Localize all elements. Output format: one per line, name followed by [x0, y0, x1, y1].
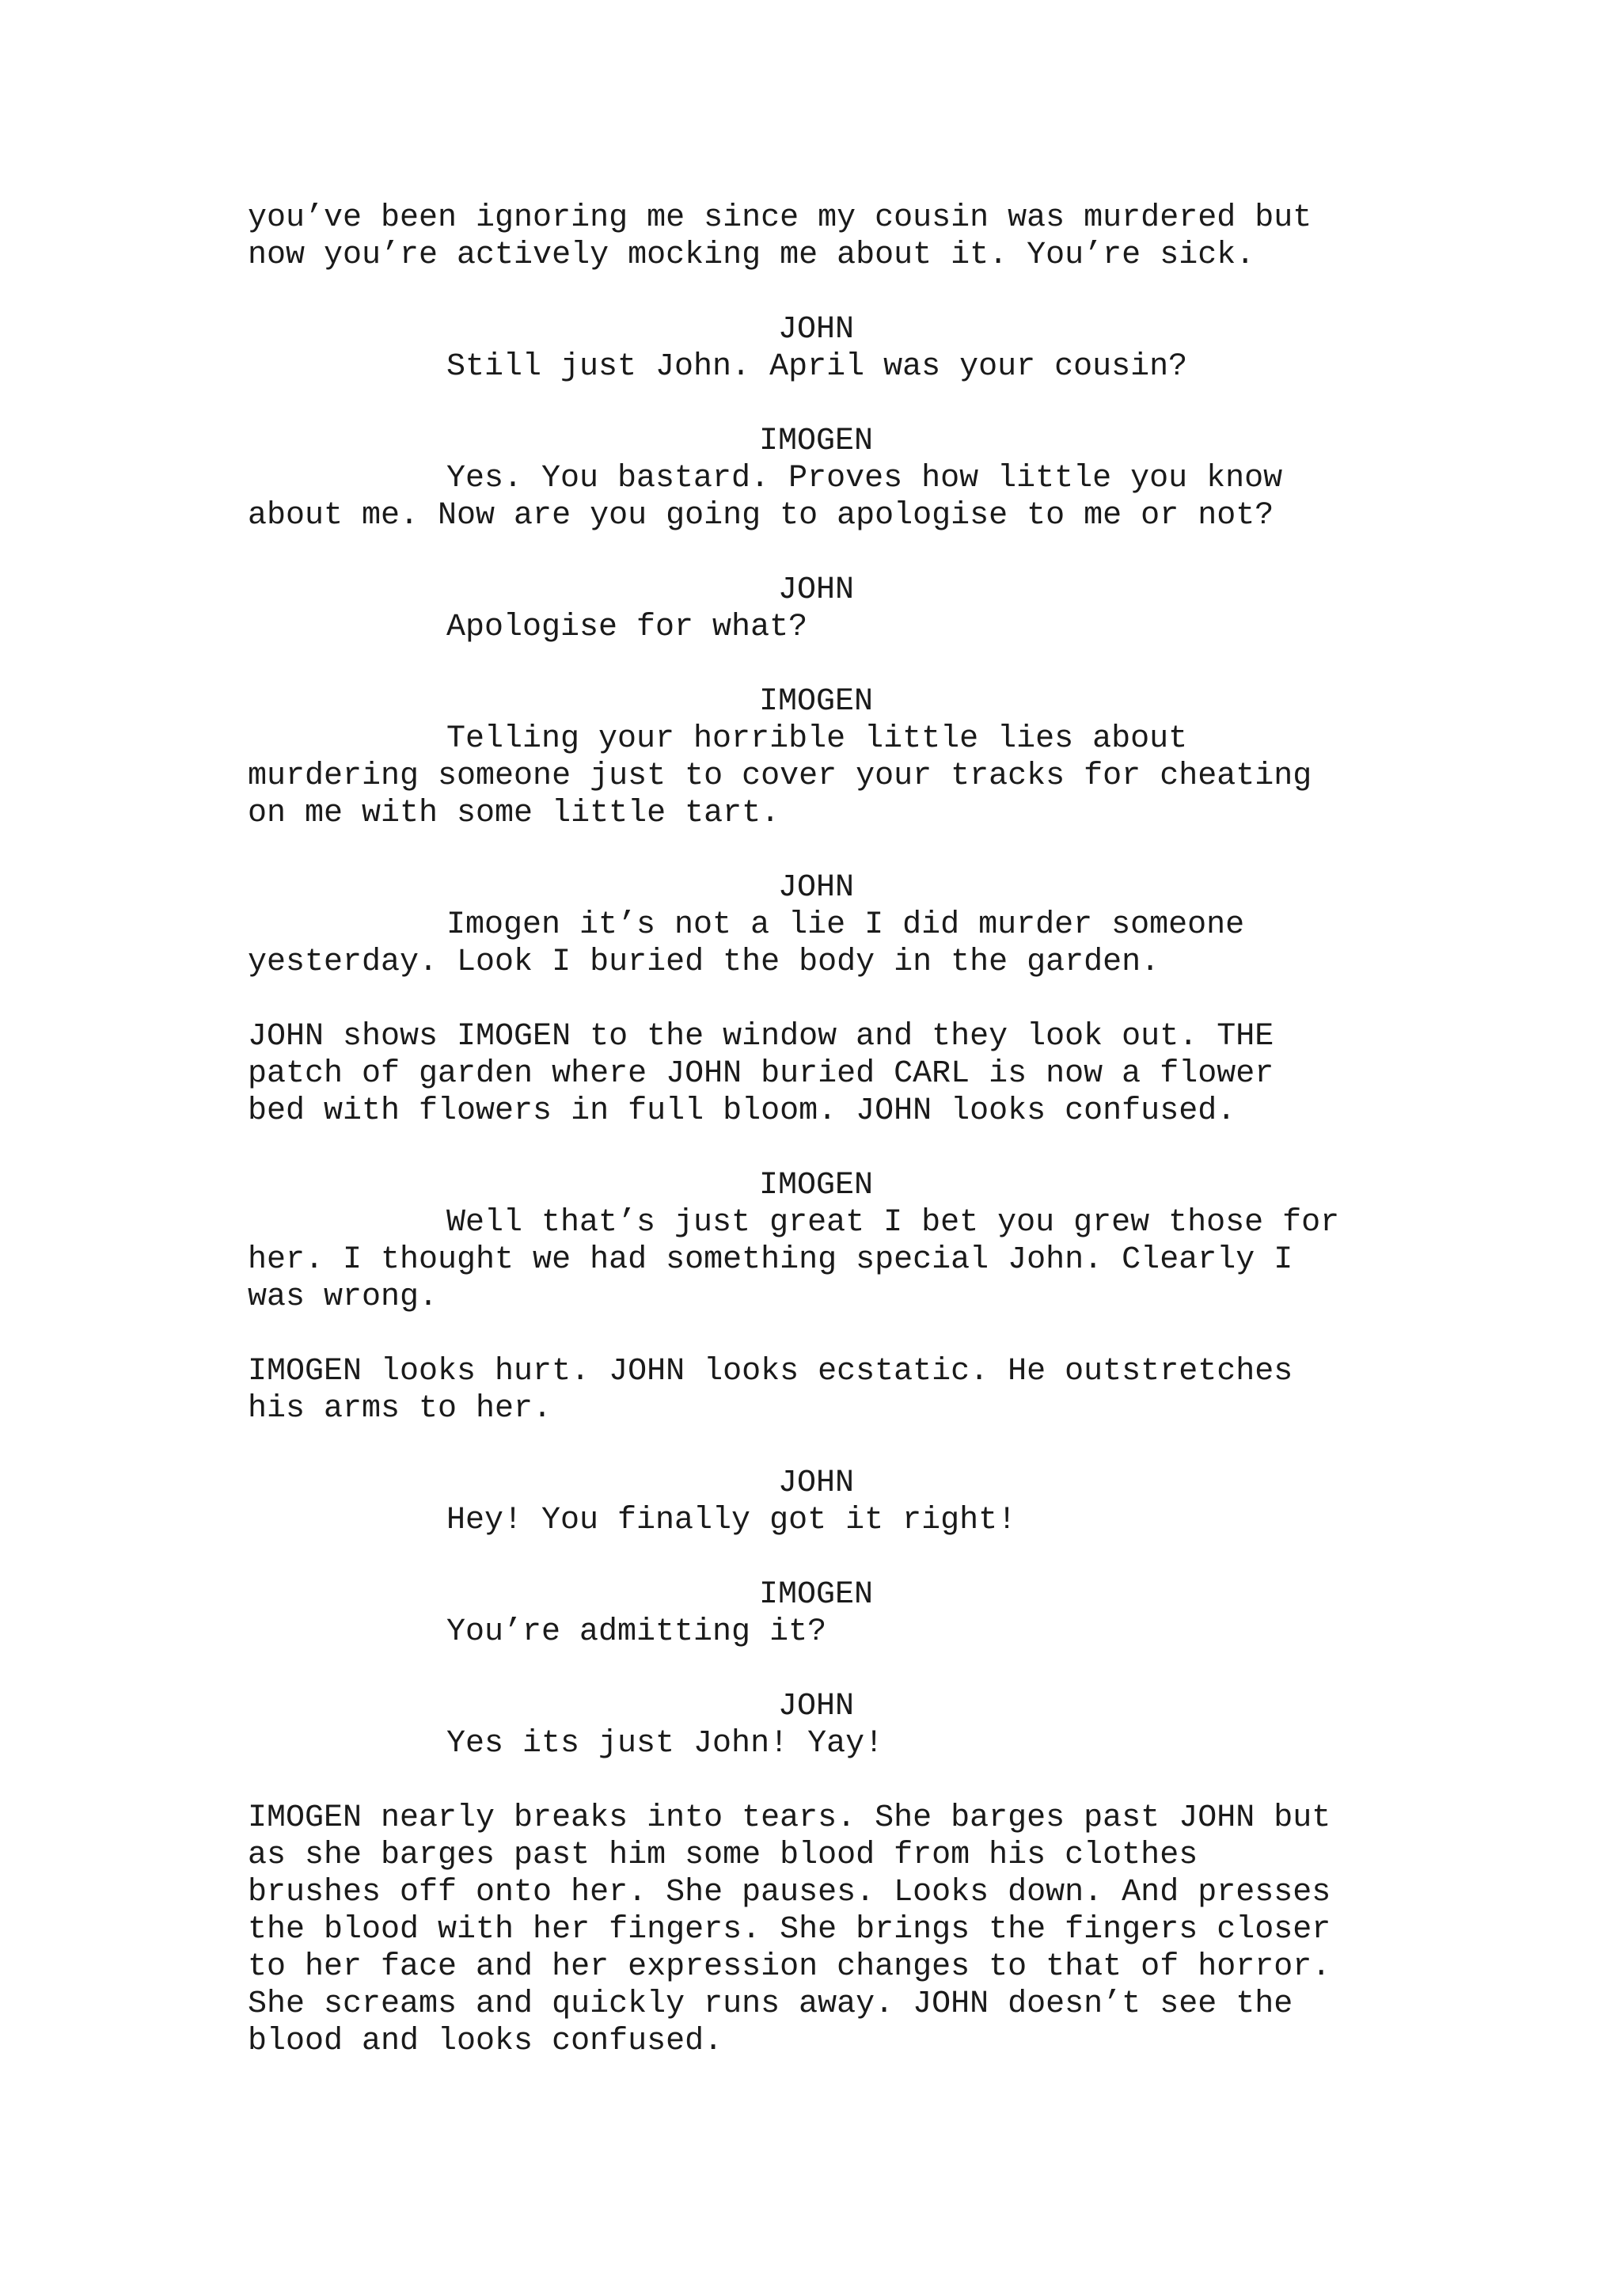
dialogue-line: was wrong. [248, 1279, 438, 1315]
dialogue-line: Hey! You finally got it right! [446, 1503, 1017, 1538]
dialogue-line: Telling your horrible little lies about [446, 721, 1188, 757]
dialogue-line: Still just John. April was your cousin? [446, 349, 1188, 385]
character-cue: JOHN [777, 1689, 854, 1724]
dialogue-line: Apologise for what? [446, 610, 808, 645]
character-cue: IMOGEN [758, 424, 874, 459]
dialogue-line: Well that’s just great I bet you grew those for [446, 1205, 1340, 1241]
character-cue: JOHN [777, 312, 854, 348]
dialogue-line: her. I thought we had something special John. Clearly I [248, 1242, 1293, 1278]
dialogue-line: You’re admitting it? [446, 1614, 827, 1650]
character-cue: IMOGEN [758, 1168, 874, 1203]
character-cue: JOHN [777, 1465, 854, 1501]
dialogue-line: Imogen it’s not a lie I did murder someone [446, 907, 1245, 943]
action-line: patch of garden where JOHN buried CARL is now a flower [248, 1056, 1274, 1092]
action-line: you’ve been ignoring me since my cousin was murdered but [248, 200, 1312, 236]
action-line: as she barges past him some blood from his clothes [248, 1838, 1198, 1873]
character-cue: IMOGEN [758, 684, 874, 720]
action-line: the blood with her fingers. She brings the fingers closer [248, 1912, 1331, 1948]
dialogue-line: murdering someone just to cover your tracks for cheating [248, 758, 1312, 794]
action-line: his arms to her. [248, 1391, 552, 1427]
character-cue: JOHN [777, 870, 854, 906]
dialogue-line: yesterday. Look I buried the body in the garden. [248, 945, 1160, 980]
action-line: IMOGEN nearly breaks into tears. She barges past JOHN but [248, 1800, 1331, 1836]
action-line: brushes off onto her. She pauses. Looks down. And presses [248, 1875, 1331, 1910]
character-cue: IMOGEN [758, 1577, 874, 1613]
action-line: JOHN shows IMOGEN to the window and they look out. THE [248, 1019, 1274, 1055]
action-line: to her face and her expression changes to that of horror. [248, 1949, 1331, 1985]
action-line: She screams and quickly runs away. JOHN doesn’t see the [248, 1986, 1293, 2022]
dialogue-line: about me. Now are you going to apologise to me or not? [248, 498, 1274, 534]
action-line: now you’re actively mocking me about it. You’re sick. [248, 238, 1255, 273]
dialogue-line: Yes. You bastard. Proves how little you know [446, 461, 1283, 496]
action-line: IMOGEN looks hurt. JOHN looks ecstatic. He outstretches [248, 1354, 1293, 1389]
character-cue: JOHN [777, 572, 854, 608]
action-line: bed with flowers in full bloom. JOHN looks confused. [248, 1093, 1236, 1129]
dialogue-line: Yes its just John! Yay! [446, 1726, 884, 1762]
action-line: blood and looks confused. [248, 2024, 723, 2059]
dialogue-line: on me with some little tart. [248, 796, 780, 831]
